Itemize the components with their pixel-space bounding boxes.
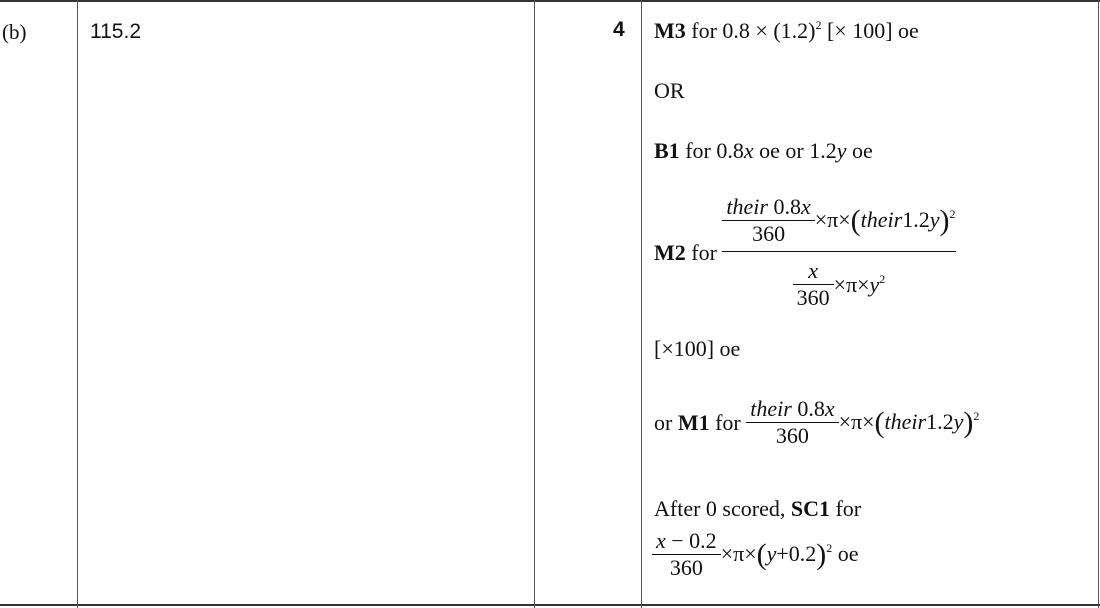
m1-coeff: 0.8 <box>791 396 825 421</box>
m3-tail: [× 100] oe <box>821 18 919 43</box>
sc1-var-y: y <box>766 540 777 566</box>
m1-tail <box>838 405 980 439</box>
m2-close-paren: ) <box>939 203 950 237</box>
m1-for: for <box>715 409 741 435</box>
m2-big-fraction <box>722 194 955 311</box>
m2-line <box>654 194 956 311</box>
sc1-times-pi: ×π× <box>720 540 757 566</box>
m2-den-exponent: 2 <box>879 271 886 286</box>
m1-var-x: x <box>824 396 835 421</box>
m3-label: M3 <box>654 18 686 43</box>
m1-numerator <box>746 396 838 422</box>
m2-after-line: [×100] oe <box>654 336 741 361</box>
sc1-close-paren: ) <box>816 537 827 571</box>
answer-value: 115.2 <box>90 20 141 43</box>
m1-denominator: 360 <box>746 422 838 449</box>
m2-inner-den: 360 <box>722 220 814 247</box>
sc1-text-a: After 0 scored, <box>654 496 791 521</box>
m2-paren-their: their <box>860 206 903 232</box>
sc1-fraction <box>652 528 721 581</box>
sc1-line <box>654 496 861 522</box>
m1-paren-their: their <box>884 408 927 434</box>
part-label: (b) <box>2 20 27 44</box>
m2-den-var-x: x <box>808 258 818 283</box>
column-divider-3 <box>641 0 642 608</box>
m1-label: M1 <box>677 409 710 435</box>
sc1-numerator <box>652 528 721 554</box>
sc1-minus: − 0.2 <box>665 528 717 553</box>
m3-exponent: 2 <box>815 18 822 32</box>
b1-label: B1 <box>654 138 680 163</box>
sc1-tail <box>720 537 859 571</box>
m1-close-paren: ) <box>963 405 974 439</box>
m2-num-exponent: 2 <box>949 206 956 221</box>
m1-line <box>654 396 979 449</box>
m1-times-pi: ×π× <box>838 408 875 434</box>
m2-inner-num <box>722 194 814 220</box>
m2-times-pi: ×π× <box>814 206 851 232</box>
b1-text-b: oe or 1.2 <box>753 138 837 163</box>
m1-their: their <box>750 396 792 421</box>
sc1-var-x: x <box>656 528 666 553</box>
sc1-label: SC1 <box>790 496 830 521</box>
sc1-expression <box>652 528 859 581</box>
m1-paren-coeff: 1.2 <box>926 408 954 434</box>
m1-prefix: or <box>654 409 673 435</box>
sc1-plus: +0.2 <box>776 540 817 566</box>
m1-exponent: 2 <box>973 408 980 423</box>
m2-den-fraction <box>793 258 834 311</box>
sc1-oe: oe <box>837 540 859 566</box>
m2-big-denominator <box>722 251 955 311</box>
m1-open-paren: ( <box>874 405 885 439</box>
b1-var-y: y <box>836 138 847 163</box>
m2-den-times-pi: ×π× <box>833 271 870 297</box>
m2-big-numerator <box>722 194 955 251</box>
sc1-text-b: for <box>829 496 862 521</box>
m2-den-360: 360 <box>793 284 834 311</box>
b1-var-x: x <box>743 138 754 163</box>
m2-num-tail <box>814 203 956 237</box>
m2-paren-var-y: y <box>929 206 940 232</box>
m2-their-text: their <box>726 194 768 219</box>
column-divider-1 <box>77 0 78 608</box>
sc1-denominator: 360 <box>652 554 721 581</box>
m2-var-x: x <box>800 194 811 219</box>
m3-line <box>654 18 919 44</box>
m2-coeff: 0.8 <box>767 194 801 219</box>
sc1-exponent: 2 <box>826 540 833 555</box>
m2-paren-coeff: 1.2 <box>902 206 930 232</box>
m2-for: for <box>691 239 717 265</box>
m1-fraction <box>746 396 838 449</box>
m3-text: for 0.8 × (1.2) <box>691 18 816 43</box>
m2-open-paren: ( <box>850 203 861 237</box>
sc1-open-paren: ( <box>756 537 767 571</box>
or-line: OR <box>654 78 685 103</box>
m2-den-var-y: y <box>869 271 880 297</box>
m1-paren-var-y: y <box>953 408 964 434</box>
column-divider-2 <box>534 0 535 608</box>
b1-text-a: for 0.8 <box>685 138 744 163</box>
m2-inner-fraction <box>722 194 814 247</box>
m2-label: M2 <box>654 239 686 265</box>
marks-value: 4 <box>613 18 625 41</box>
m2-den-tail <box>834 272 886 298</box>
b1-text-c: oe <box>846 138 873 163</box>
column-divider-4 <box>1098 0 1099 608</box>
b1-line <box>654 138 873 164</box>
